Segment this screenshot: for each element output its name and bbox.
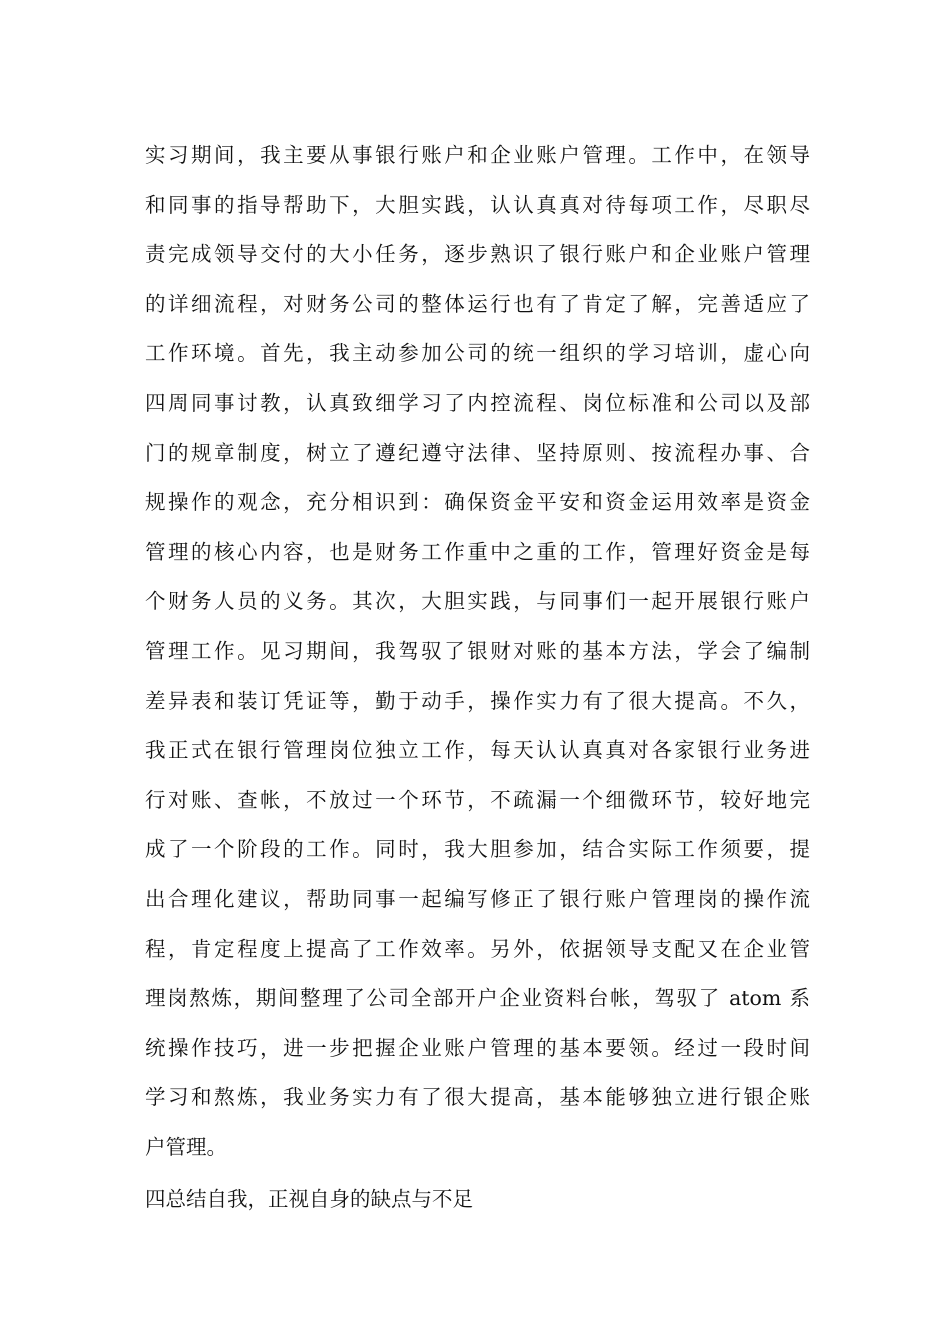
paragraph-line: 和同事的指导帮助下，大胆实践，认认真真对待每项工作，尽职尽 [145,192,810,217]
paragraph-line: 成了一个阶段的工作。同时，我大胆参加，结合实际工作须要，提 [145,837,810,862]
paragraph-line: 管理工作。见习期间，我驾驭了银财对账的基本方法，学会了编制 [145,638,810,663]
paragraph-line: 工作环境。首先，我主动参加公司的统一组织的学习培训，虚心向 [145,341,810,366]
paragraph-line: 统操作技巧，进一步把握企业账户管理的基本要领。经过一段时间 [145,1035,810,1060]
paragraph-line: 个财务人员的义务。其次，大胆实践，与同事们一起开展银行账户 [145,589,810,614]
paragraph-line: 差异表和装订凭证等，勤于动手，操作实力有了很大提高。不久， [145,688,810,713]
paragraph-line: 我正式在银行管理岗位独立工作，每天认认真真对各家银行业务进 [145,738,810,763]
paragraph-line: 程，肯定程度上提高了工作效率。另外，依据领导支配又在企业管 [145,936,810,961]
document-body [145,131,810,1225]
paragraph-line: 实习期间，我主要从事银行账户和企业账户管理。工作中，在领导 [145,143,810,167]
paragraph-line: 四周同事讨教，认真致细学习了内控流程、岗位标准和公司以及部 [145,390,810,415]
paragraph-line: 学习和熬炼，我业务实力有了很大提高，基本能够独立进行银企账 [145,1085,810,1110]
paragraph-line: 理岗熬炼，期间整理了公司全部开户企业资料台帐，驾驭了 atom 系 [145,986,810,1011]
paragraph-line: 规操作的观念，充分相识到：确保资金平安和资金运用效率是资金 [145,490,810,515]
paragraph-last-line: 户管理。 [145,1134,227,1159]
paragraph-line: 出合理化建议，帮助同事一起编写修正了银行账户管理岗的操作流 [145,886,810,911]
paragraph-line: 行对账、查帐，不放过一个环节，不疏漏一个细微环节，较好地完 [145,787,810,812]
paragraph-line: 管理的核心内容，也是财务工作重中之重的工作，管理好资金是每 [145,539,810,564]
paragraph-line: 的详细流程，对财务公司的整体运行也有了肯定了解，完善适应了 [145,291,810,316]
paragraph-line: 门的规章制度，树立了遵纪遵守法律、坚持原则、按流程办事、合 [145,440,810,465]
section-heading: 四总结自我，正视自身的缺点与不足 [145,1187,473,1212]
paragraph-line: 责完成领导交付的大小任务，逐步熟识了银行账户和企业账户管理 [145,242,810,267]
